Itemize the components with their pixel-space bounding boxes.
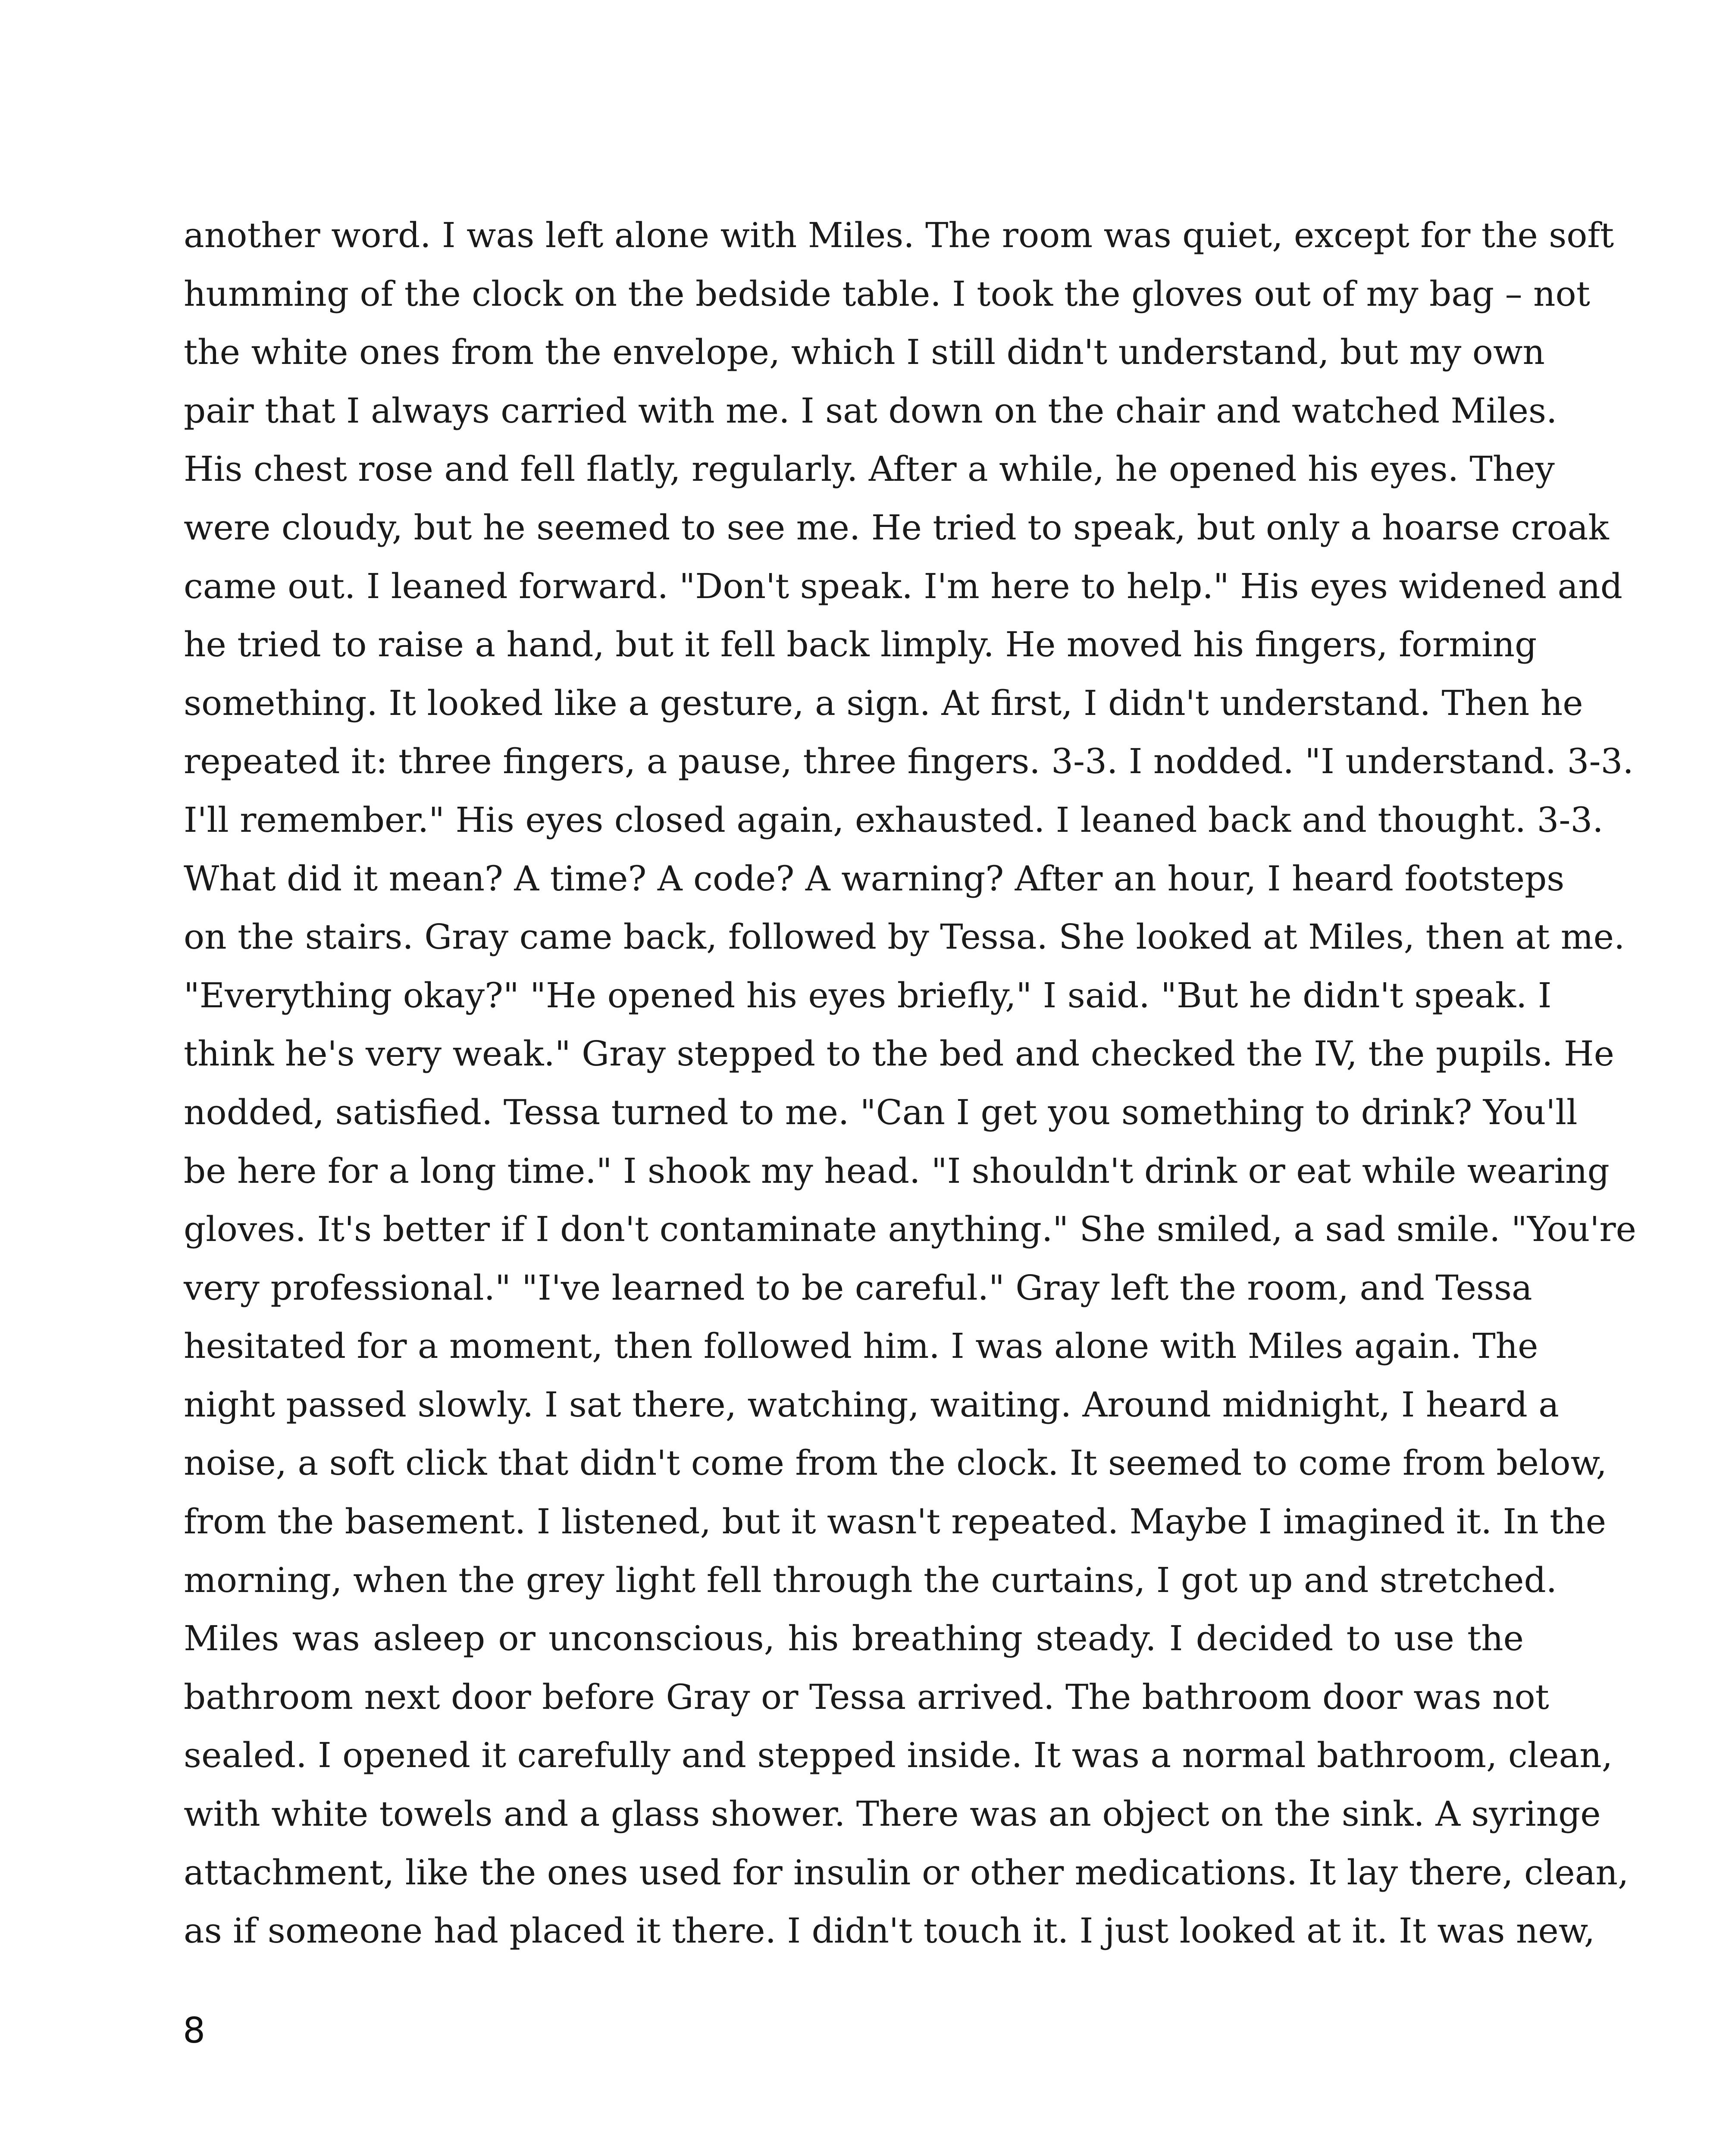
text-line: very professional." "I've learned to be careful." Gray left the room, and Tessa bbox=[184, 1267, 1532, 1308]
text-line: from the basement. I listened, but it wasn't repeated. Maybe I imagined it. In the bbox=[184, 1501, 1607, 1542]
text-line: came out. I leaned forward. "Don't speak. I'm here to help." His eyes widened and bbox=[184, 566, 1622, 606]
text-line: sealed. I opened it carefully and stepped inside. It was a normal bathroom, clean, bbox=[184, 1735, 1613, 1776]
text-line: another word. I was left alone with Miles. The room was quiet, except for the soft bbox=[184, 215, 1614, 255]
text-line: something. It looked like a gesture, a sign. At first, I didn't understand. Then he bbox=[184, 683, 1583, 723]
text-line: were cloudy, but he seemed to see me. He tried to speak, but only a hoarse croak bbox=[184, 507, 1609, 548]
text-line: pair that I always carried with me. I sat down on the chair and watched Miles. bbox=[184, 390, 1557, 431]
body-text bbox=[184, 206, 1636, 1960]
text-line: "Everything okay?" "He opened his eyes briefly," I said. "But he didn't speak. I bbox=[184, 975, 1552, 1015]
text-line: think he's very weak." Gray stepped to the bed and checked the IV, the pupils. He bbox=[184, 1034, 1614, 1074]
text-line: night passed slowly. I sat there, watching, waiting. Around midnight, I heard a bbox=[184, 1384, 1559, 1425]
text-line: on the stairs. Gray came back, followed by Tessa. She looked at Miles, then at me. bbox=[184, 917, 1625, 957]
text-line: the white ones from the envelope, which I still didn't understand, but my own bbox=[184, 332, 1545, 373]
text-line: he tried to raise a hand, but it fell back limply. He moved his fingers, forming bbox=[184, 624, 1537, 665]
text-line: Miles was asleep or unconscious, his breathing steady. I decided to use the bbox=[184, 1618, 1524, 1659]
page-number: 8 bbox=[183, 2010, 206, 2051]
text-line: noise, a soft click that didn't come from the clock. It seemed to come from below, bbox=[184, 1443, 1607, 1483]
text-line: bathroom next door before Gray or Tessa arrived. The bathroom door was not bbox=[184, 1677, 1549, 1717]
text-line: as if someone had placed it there. I didn't touch it. I just looked at it. It was new, bbox=[184, 1911, 1595, 1951]
text-line: hesitated for a moment, then followed him. I was alone with Miles again. The bbox=[184, 1326, 1538, 1366]
text-line: nodded, satisfied. Tessa turned to me. "Can I get you something to drink? You'll bbox=[184, 1092, 1578, 1132]
text-line: humming of the clock on the bedside table. I took the gloves out of my bag – not bbox=[184, 273, 1590, 314]
text-line: gloves. It's better if I don't contaminate anything." She smiled, a sad smile. "You're bbox=[184, 1209, 1636, 1250]
text-line: attachment, like the ones used for insulin or other medications. It lay there, clean, bbox=[184, 1852, 1629, 1893]
text-line: repeated it: three fingers, a pause, three fingers. 3-3. I nodded. "I understand. 3-3. bbox=[184, 741, 1634, 782]
text-line: His chest rose and fell flatly, regularly. After a while, he opened his eyes. They bbox=[184, 449, 1555, 489]
text-line: I'll remember." His eyes closed again, exhausted. I leaned back and thought. 3-3. bbox=[184, 799, 1604, 840]
text-line: What did it mean? A time? A code? A warning? After an hour, I heard footsteps bbox=[184, 858, 1565, 899]
text-line: morning, when the grey light fell through the curtains, I got up and stretched. bbox=[184, 1560, 1557, 1600]
text-line: be here for a long time." I shook my head. "I shouldn't drink or eat while wearing bbox=[184, 1150, 1610, 1191]
text-line: with white towels and a glass shower. There was an object on the sink. A syringe bbox=[184, 1794, 1601, 1834]
